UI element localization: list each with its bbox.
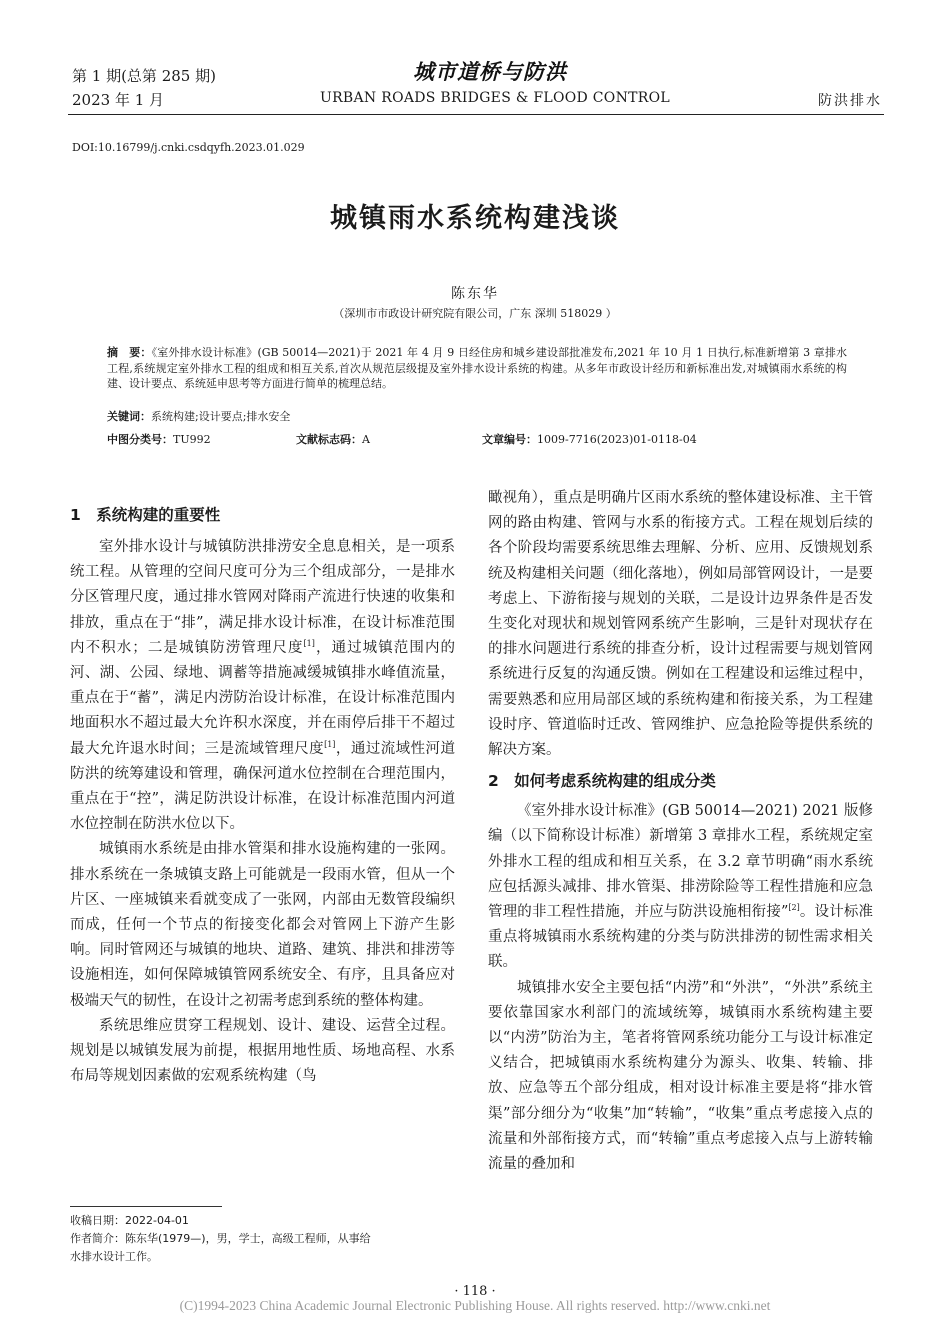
copyright-watermark: (C)1994-2023 China Academic Journal Electronic Publishing House. All rights reserved. http://www.cnki.net [179,1298,771,1313]
abstract [107,345,847,392]
left-column [70,486,455,1089]
doc-code-label: 文献标志码： [296,433,362,446]
paragraph-3-continued: 瞰视角），重点是明确片区雨水系统的整体建设标准、主干管网的路由构建、管网与水系的衔接方式。工程在规划后续的各个阶段均需要系统思维去理解、分析、应用、反馈规划系统及构建相关问题（细化落地），例如局部管网设计，一是要考虑上、下游衔接与规划的关联，二是设计边界条件是否发生变化对现状和规划管网系统产生影响，三是针对现状存在的排水问题进行系统的排查分析，设计过程需要与规划管网系统进行反复的沟通反馈。例如在工程建设和运维过程中，需要熟悉和应用局部区域的系统构建和衔接关系，为工程建设时序、管道临时迁改、管网维护、应急抢险等提供系统的解决方案。 [488,490,873,759]
header-divider [68,114,884,115]
paragraph-3: 系统思维应贯穿工程规划、设计、建设、运营全过程。规划是以城镇发展为前提，根据用地性质、场地高程、水系布局等规划因素做的宏观系统构建（鸟 [70,1017,455,1085]
citation-1b: [1] [324,739,336,749]
right-column [488,486,873,1177]
paragraph-5: 城镇排水安全主要包括“内涝”和“外洪”，“外洪”系统主要依靠国家水利部门的流域统筹，城镇雨水系统构建主要以“内涝”防治为主，笔者将管网系统功能分工与设计标准定义结合，把城镇雨水系统构建分为源头、收集、转输、排放、应急等五个部分组成，相对设计标准主要是将“排水管渠”部分细分为“收集”加“转输”，“收集”重点考虑接入点的流量和外部衔接方式，而“转输”重点考虑接入点与上游转输流量的叠加和 [488,979,873,1173]
document-code [296,431,370,447]
author-affiliation: （深圳市市政设计研究院有限公司，广东 深圳 518029 ） [333,307,617,320]
paragraph-1 [70,535,455,837]
paragraph-4 [488,799,873,975]
author-bio-line-1: 作者简介：陈东华(1979—)，男，学士，高级工程师，从事给 [70,1232,371,1245]
clc-value: TU992 [173,433,211,446]
paragraph-4-part-b: 。设计标准重点将城镇雨水系统构建的分类与防洪排涝的韧性需求相关联。 [488,904,873,971]
keywords [107,408,290,424]
paragraph-1-part-b: ，通过城镇范围内的河、湖、公园、绿地、调蓄等措施减缓城镇排水峰值流量，重点在于“蓄”，满足内涝防治设计标准，在设计标准范围内地面积水不超过最大允许积水深度，并在雨停后排干不超过最大允许退水时间；三是流域管理尺度 [70,639,456,757]
issue-date: 2023 年 1 月 [72,91,165,109]
clc-label: 中图分类号： [107,433,173,446]
journal-name-en: URBAN ROADS BRIDGES & FLOOD CONTROL [319,90,670,106]
citation-1a: [1] [303,638,315,648]
page-number: · 118 · [454,1284,496,1299]
abstract-label: 摘 要： [107,346,152,359]
footnote-divider [70,1206,222,1207]
paragraph-1-part-c: ，通过流域性河道防洪的统筹建设和管理，确保河道水位控制在合理范围内，重点在于“控”，满足防洪设计标准，在设计标准范围内河道水位控制在防洪水位以下。 [70,740,456,833]
paragraph-2: 城镇雨水系统是由排水管渠和排水设施构建的一张网。排水系统在一条城镇支路上可能就是一段雨水管，但从一个片区、一座城镇来看就变成了一张网，内部由无数管段编织而成，任何一个节点的衔接变化都会对管网上下游产生影响。同时管网还与城镇的地块、道路、建筑、排洪和排涝等设施相连，如何保障城镇管网系统安全、有序，且具备应对极端天气的韧性，在设计之初需考虑到系统的整体构建。 [70,841,455,1009]
issue-number: 第 1 期(总第 285 期) [72,67,216,85]
section-heading-2: 2 如何考虑系统构建的组成分类 [488,772,716,791]
abstract-text: 《室外排水设计标准》(GB 50014—2021)于 2021 年 4 月 9 日经住房和城乡建设部批准发布,2021 年 10 月 1 日执行,标准新增第 3 章排水工程,系统规定室外排水工程的组成和相互关系,首次从规范层级提及室外排水设计系统的构建。从多年市政设计经历和新标准出发,对城镇雨水系统的构建、设计要点、系统延申思考等方面进行简单的梳理总结。 [107,346,847,390]
article-number-value: 1009-7716(2023)01-0118-04 [537,433,697,446]
keywords-label: 关键词： [107,410,151,423]
doc-code-value: A [362,433,370,446]
article-number-label: 文章编号： [482,433,537,446]
article-number [482,431,697,447]
keywords-text: 系统构建;设计要点;排水安全 [151,410,291,423]
doi: DOI:10.16799/j.cnki.csdqyfh.2023.01.029 [72,141,305,154]
paragraph-4-part-a: 《室外排水设计标准》(GB 50014—2021) 2021 版修编（以下简称设计标准）新增第 3 章排水工程，系统规定室外排水工程的组成和相互关系，在 3.2 章节明确“雨水系统应包括源头减排、排水管渠、排涝除险等工程性措施和应急管理的非工程性措施，并应与防洪设施相衔接” [488,803,873,921]
clc-number [107,431,211,447]
paragraph-1-part-a: 室外排水设计与城镇防洪排涝安全息息相关，是一项系统工程。从管理的空间尺度可分为三个组成部分，一是排水分区管理尺度，通过排水管网对降雨产流进行快速的收集和排放，重点在于“排”，满足排水设计标准，在设计标准范围内不积水；二是城镇防涝管理尺度 [70,539,455,656]
journal-logo-cn: 城市道桥与防洪 [413,59,567,84]
author-bio-line-2: 水排水设计工作。 [70,1250,158,1263]
paper-title: 城镇雨水系统构建浅谈 [330,203,620,234]
citation-2: [2] [788,903,800,913]
column-name: 防洪排水 [818,93,882,109]
section-heading-1: 1 系统构建的重要性 [70,506,221,524]
author-name: 陈东华 [451,286,499,302]
received-date: 收稿日期：2022-04-01 [70,1214,189,1227]
